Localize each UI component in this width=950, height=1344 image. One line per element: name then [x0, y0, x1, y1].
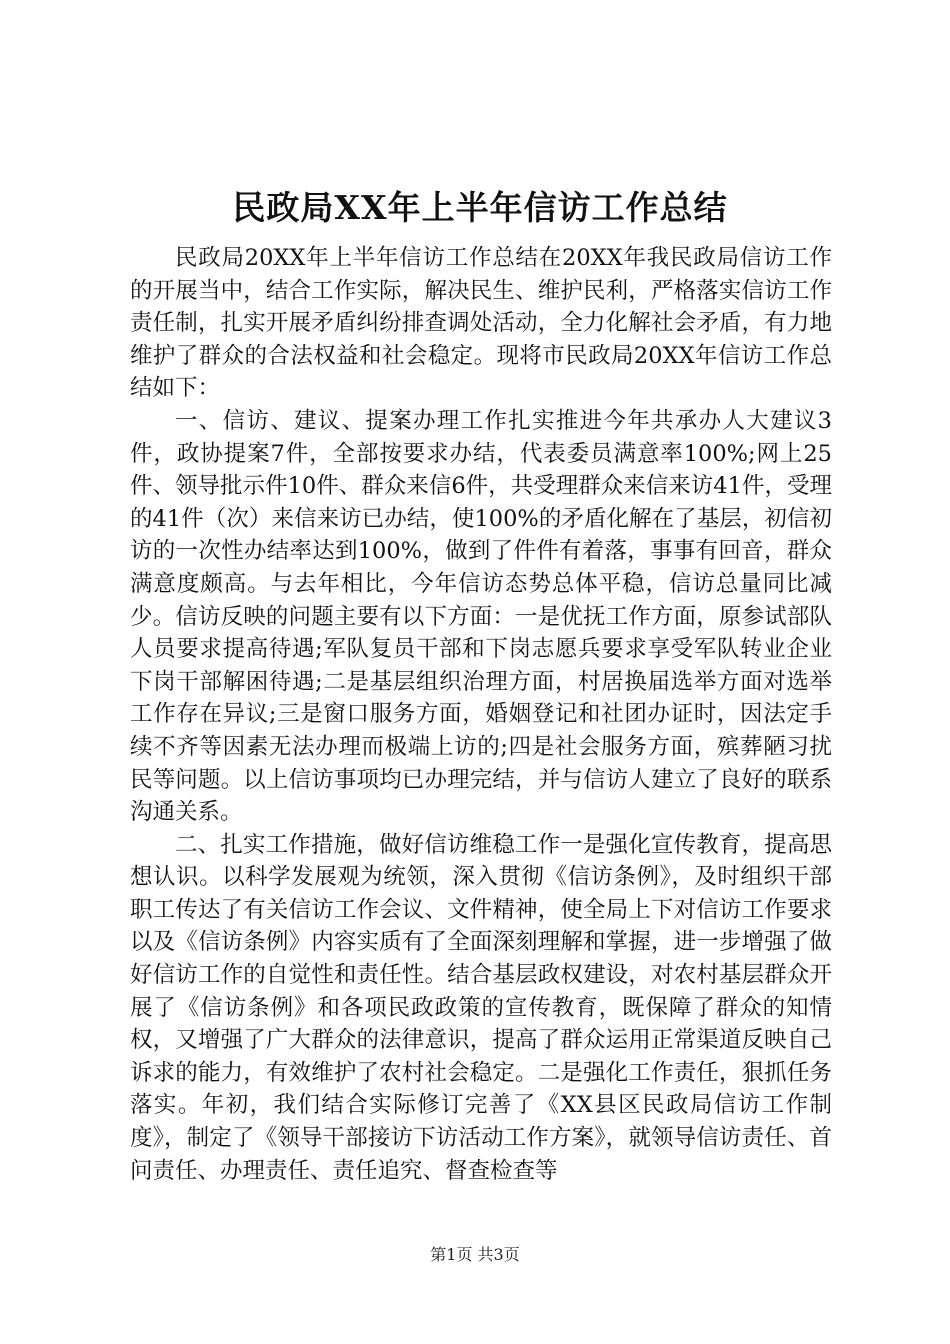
paragraph-section-1: 一、信访、建议、提案办理工作扎实推进今年共承办人大建议3件，政协提案7件，全部按要求办结，代表委员满意率100%;网上25件、领导批示件10件、群众来信6件，共受理群众来信来访41件，受理的41件（次）来信来访已办结，使100%的矛盾化解在了基层，初信初访的一次性办结率达到100%，做到了件件有着落，事事有回音，群众满意度颇高。与去年相比，今年信访态势总体平稳，信访总量同比减少。信访反映的问题主要有以下方面：一是优抚工作方面，原参试部队人员要求提高待遇;军队复员干部和下岗志愿兵要求享受军队转业企业下岗干部解困待遇;二是基层组织治理方面，村居换届选举方面对选举工作存在异议;三是窗口服务方面，婚姻登记和社团办证时，因法定手续不齐等因素无法办理而极端上访的;四是社会服务方面，殡葬陋习扰民等问题。以上信访事项均已办理完结，并与信访人建立了良好的联系沟通关系。 — [130, 407, 832, 826]
document-title: 民政局XX年上半年信访工作总结 — [232, 188, 728, 227]
document-body — [130, 242, 832, 1187]
paragraph-section-2: 二、扎实工作措施，做好信访维稳工作一是强化宣传教育，提高思想认识。以科学发展观为统领，深入贯彻《信访条例》，及时组织干部职工传达了有关信访工作会议、文件精神，使全局上下对信访工作要求以及《信访条例》内容实质有了全面深刻理解和掌握，进一步增强了做好信访工作的自觉性和责任性。结合基层政权建设，对农村基层群众开展了《信访条例》和各项民政政策的宣传教育，既保障了群众的知情权，又增强了广大群众的法律意识，提高了群众运用正常渠道反映自己诉求的能力，有效维护了农村社会稳定。二是强化工作责任，狠抓任务落实。年初，我们结合实际修订完善了《XX县区民政局信访工作制度》，制定了《领导干部接访下访活动工作方案》，就领导信访责任、首问责任、办理责任、责任追究、督查检查等 — [130, 831, 832, 1184]
paragraph-intro: 民政局20XX年上半年信访工作总结在20XX年我民政局信访工作的开展当中，结合工作实际，解决民生、维护民利，严格落实信访工作责任制，扎实开展矛盾纠纷排查调处活动，全力化解社会矛盾，有力地维护了群众的合法权益和社会稳定。现将市民政局20XX年信访工作总结如下： — [130, 245, 832, 402]
page-number-footer: 第1页 共3页 — [430, 1245, 520, 1264]
